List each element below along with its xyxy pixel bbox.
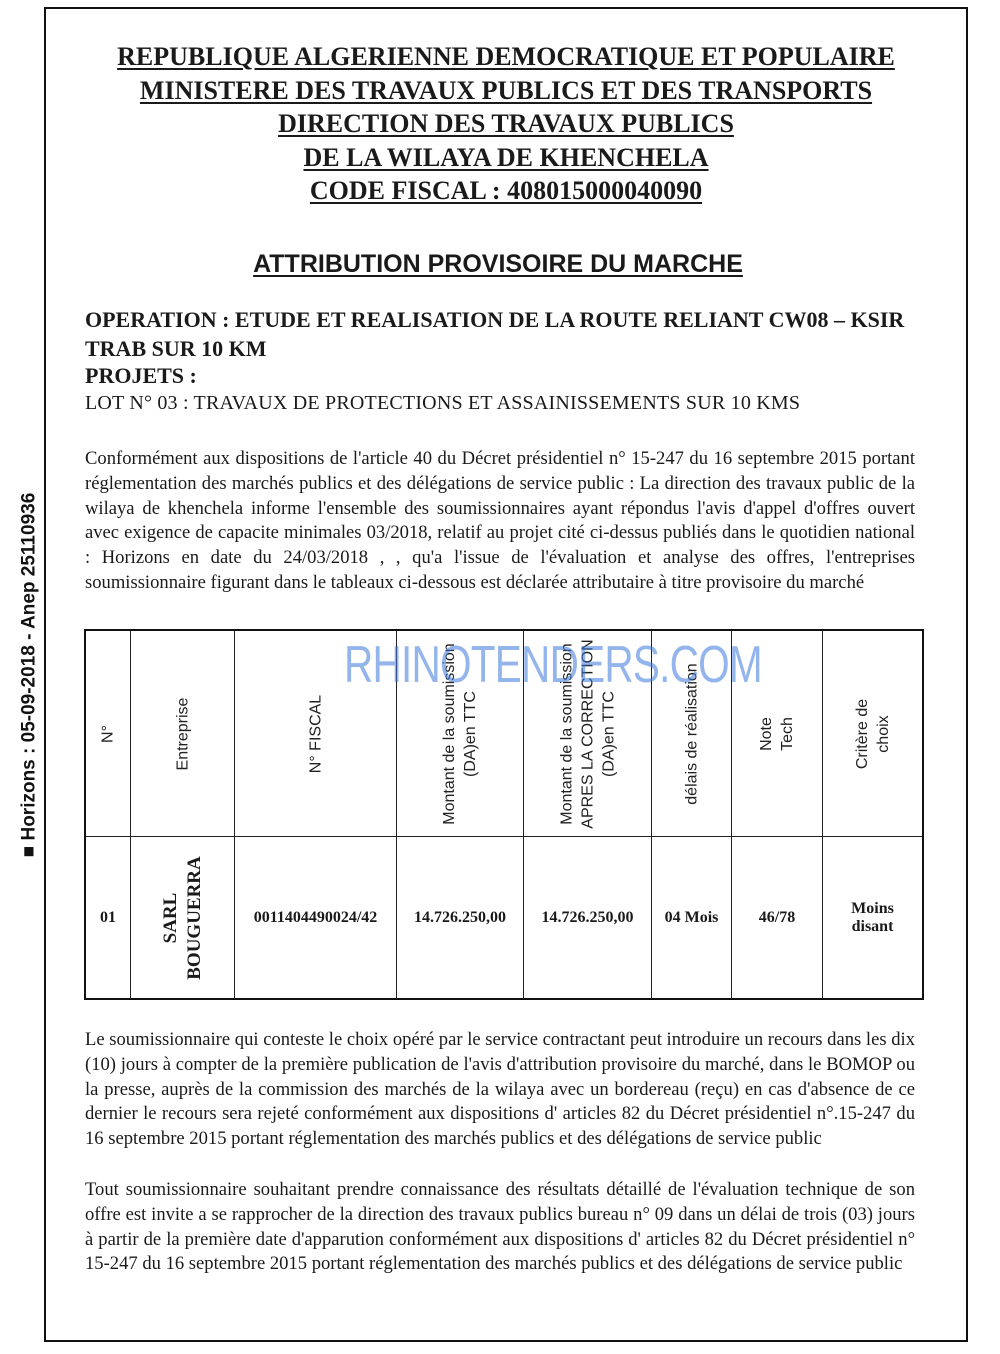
projets-heading: PROJETS :: [85, 363, 197, 388]
header-cell-num: N°: [86, 631, 130, 837]
header-cell-montant: Montant de la soumission (DA)en TTC: [397, 631, 523, 837]
cell-critere: Moins disant: [851, 899, 894, 935]
column-montant: [397, 631, 524, 998]
cell-entreprise: SARL BOUGUERRA: [159, 855, 205, 980]
column-fiscal: [235, 631, 397, 998]
header-line-republic: REPUBLIQUE ALGERIENNE DEMOCRATIQUE ET POPULAIRE: [117, 42, 895, 71]
header-cell-note: Note Tech: [732, 631, 822, 837]
cell-num: 01: [100, 908, 116, 926]
column-critere: [823, 631, 922, 998]
header-cell-montant-correction: Montant de la soumission APRES LA CORRECTION (DA)en TTC: [524, 631, 651, 837]
operation-heading: OPERATION : ETUDE ET REALISATION DE LA ROUTE RELIANT CW08 – KSIR TRAB SUR 10 KM: [85, 307, 905, 361]
header-line-direction: DIRECTION DES TRAVAUX PUBLICS: [278, 109, 734, 138]
page-title: ATTRIBUTION PROVISOIRE DU MARCHE: [253, 250, 743, 278]
lot-heading: LOT N° 03 : TRAVAUX DE PROTECTIONS ET ASSAINISSEMENTS SUR 10 KMS: [85, 392, 801, 414]
cell-montant-correction: 14.726.250,00: [541, 908, 634, 926]
header-cell-critere: Critère de choix: [823, 631, 922, 837]
header-cell-delai: délais de réalisation: [652, 631, 731, 837]
header-line-ministry: MINISTERE DES TRAVAUX PUBLICS ET DES TRANSPORTS: [139, 75, 873, 105]
column-entreprise: [131, 631, 235, 998]
column-note: [732, 631, 823, 998]
header-line-fiscal-code: CODE FISCAL : 408015000040090: [309, 176, 703, 205]
document-header: [44, 40, 968, 208]
column-num: [86, 631, 131, 998]
header-line-wilaya: DE LA WILAYA DE KHENCHELA: [303, 142, 709, 172]
site-watermark: RHINOTENDERS.COM: [344, 636, 762, 694]
recours-paragraph: Le soumissionnaire qui conteste le choix opéré par le service contractant peut introduire un recours dans les dix (10) jours à compter de la première publication de l'avis d'attribution provisoire du marché, dans le BOMOP ou la presse, auprès de la commission des marchés de la wilaya avec un bordereau (reçu) en cas d'absence de ce dernier le recours sera rejeté conformément aux dispositions d' articles 82 du Décret présidentiel n°.15-247 du 16 septembre 2015 portant réglementation des marchés publics et des délégations de service public: [85, 1029, 915, 1150]
column-montant-correction: [524, 631, 652, 998]
evaluation-paragraph: Tout soumissionnaire souhaitant prendre connaissance des résultats détaillé de l'évaluation technique de son offre est invite a se rapprocher de la direction des travaux publics bureau n° 09 dans un délai de trois (03) jours à partir de la première date d'apparution conformément aux dispositions d' articles 82 du Décret présidentiel n° 15-247 du 16 septembre 2015 portant réglementation des marchés publics et des délégations de service public: [85, 1179, 915, 1275]
header-cell-fiscal: N° FISCAL: [235, 631, 396, 837]
cell-delai: 04 Mois: [664, 908, 719, 926]
intro-paragraph: Conformément aux dispositions de l'article 40 du Décret présidentiel n° 15-247 du 16 septembre 2015 portant réglementation des marchés publics et des délégations de service public : La direction des travaux public de la wilaya de khenchela informe l'ensemble des soumissionnaires ayant répondus l'avis d'appel d'offres ouvert avec exigence de capacite minimales 03/2018, relatif au projet cité ci-dessus publiés dans le quotidien national : Horizons en date du 24/03/2018 , , qu'a l'issue de l'évaluation et analyse des offres, l'entreprises soumissionnaire figurant dans le tableaux ci-dessous est déclarée attributaire à titre provisoire du marché: [85, 448, 915, 593]
column-delai: [652, 631, 732, 998]
header-cell-entreprise: Entreprise: [131, 631, 234, 837]
cell-note: 46/78: [758, 908, 796, 926]
cell-fiscal: 0011404490024/42: [253, 908, 378, 926]
cell-montant: 14.726.250,00: [414, 908, 506, 926]
attribution-table: [84, 629, 924, 1000]
publication-side-label: ■ Horizons : 05-09-2018 - Anep 25110936: [18, 492, 39, 858]
